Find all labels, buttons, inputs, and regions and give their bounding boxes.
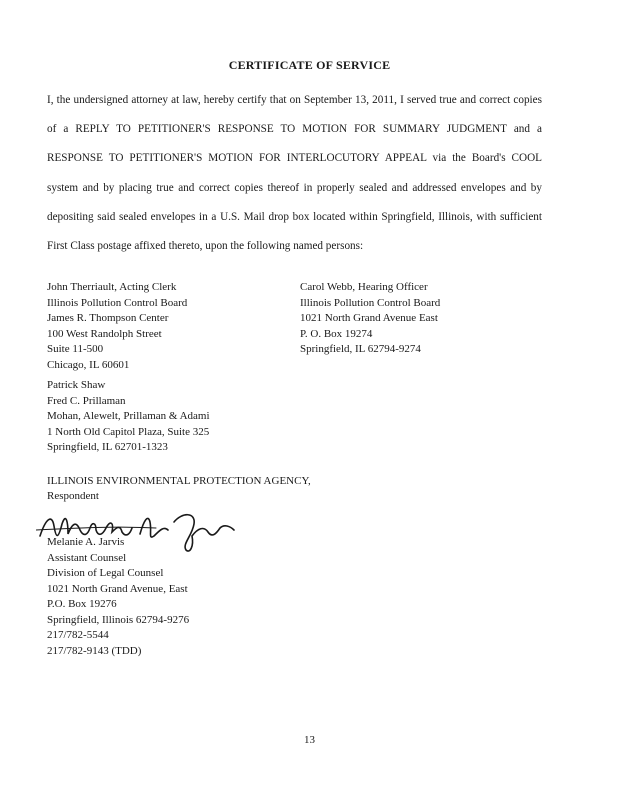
address-line: John Therriault, Acting Clerk [47, 281, 177, 293]
address-line: 1021 North Grand Avenue East [300, 312, 438, 324]
addressee-hearing-officer [300, 280, 440, 358]
signature-line: Assistant Counsel [47, 551, 127, 564]
address-line: Illinois Pollution Control Board [300, 296, 441, 309]
address-line: Suite 11-500 [47, 343, 104, 355]
address-line: Illinois Pollution Control Board [47, 296, 188, 309]
address-line: Carol Webb, Hearing Officer [300, 281, 428, 293]
address-line: Chicago, IL 60601 [47, 358, 130, 371]
address-line: P. O. Box 19274 [300, 327, 373, 340]
signature-line: 217/782-5544 [47, 629, 109, 641]
agency-name: ILLINOIS ENVIRONMENTAL PROTECTION AGENCY, [47, 475, 311, 487]
signature-line: Division of Legal Counsel [47, 567, 164, 579]
address-line: Patrick Shaw [47, 379, 106, 391]
addressee-counsel [47, 378, 210, 456]
signature-line: P.O. Box 19276 [47, 598, 117, 610]
certificate-paragraph: I, the undersigned attorney at law, hereby certify that on September 13, 2011, I served true and correct copies of a REPLY TO PETITIONER'S RESPONSE TO MOTION FOR SUMMARY JUDGMENT and a RESPONSE TO PETITIONER'S MOTION FOR INTERLOCUTORY APPEAL via the Board's COOL system and by placing true and correct copies thereof in properly sealed and addressed envelopes and by depositing said sealed envelopes in a U.S. Mail drop box located within Springfield, Illinois, with sufficient First Class postage affixed thereto, upon the following named persons: [47, 94, 542, 253]
addressee-clerk [47, 280, 187, 373]
signature-line: Melanie A. Jarvis [47, 536, 125, 548]
page-number: 13 [304, 734, 315, 746]
address-line: 1 North Old Capitol Plaza, Suite 325 [47, 425, 210, 438]
address-line: Fred C. Prillaman [47, 394, 126, 407]
address-line: James R. Thompson Center [47, 312, 169, 324]
page-title: CERTIFICATE OF SERVICE [228, 58, 391, 72]
address-line: Springfield, IL 62701-1323 [47, 441, 168, 453]
signature-line: 217/782-9143 (TDD) [47, 644, 142, 657]
address-line: Springfield, IL 62794-9274 [300, 343, 421, 355]
signature-line: 1021 North Grand Avenue, East [47, 582, 188, 595]
signature-line: Springfield, Illinois 62794-9276 [47, 613, 190, 626]
signature-block [47, 535, 189, 659]
respondent-label: Respondent [47, 490, 99, 502]
address-line: 100 West Randolph Street [47, 327, 162, 340]
address-line: Mohan, Alewelt, Prillaman & Adami [47, 410, 210, 422]
